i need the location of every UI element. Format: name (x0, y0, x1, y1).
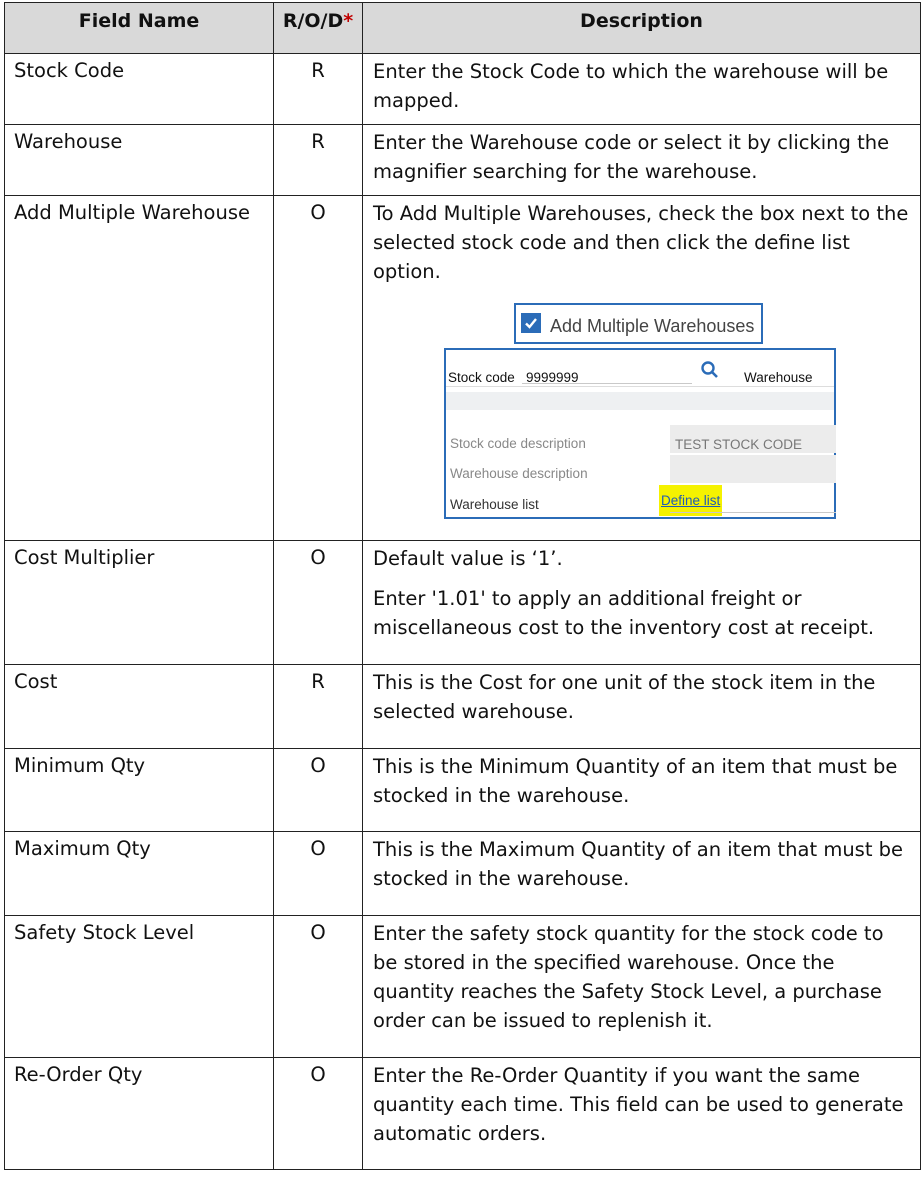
field-name: Add Multiple Warehouse (5, 196, 274, 541)
table-row (5, 125, 921, 196)
field-description (363, 665, 921, 749)
description-text: Enter '1.01' to apply an additional freight or miscellaneous cost to the inventory cost at receipt. (373, 587, 875, 639)
field-description (363, 916, 921, 1058)
header-rod (274, 3, 363, 54)
header-description: Description (363, 3, 921, 54)
define-list-link[interactable]: Define list (659, 485, 722, 516)
rod-value: O (274, 541, 363, 665)
table-row (5, 541, 921, 665)
table-row (5, 665, 921, 749)
field-name: Stock Code (5, 54, 274, 125)
description-text: Default value is ‘1’. (373, 547, 563, 570)
field-name: Cost Multiplier (5, 541, 274, 665)
table-row (5, 1058, 921, 1170)
field-description (363, 832, 921, 916)
warehouse-desc-label: Warehouse description (450, 466, 588, 481)
field-description (363, 749, 921, 832)
rod-value: O (274, 749, 363, 832)
rod-value: O (274, 1058, 363, 1170)
warehouse-list-label: Warehouse list (450, 497, 539, 512)
field-description (363, 1058, 921, 1170)
description-text: This is the Cost for one unit of the stock item in the selected warehouse. (373, 671, 876, 723)
stock-code-label: Stock code (448, 370, 515, 385)
checkbox-label: Add Multiple Warehouses (550, 316, 755, 336)
required-star: * (343, 10, 354, 32)
field-name: Warehouse (5, 125, 274, 196)
field-name: Maximum Qty (5, 832, 274, 916)
field-description (363, 541, 921, 665)
field-description (363, 54, 921, 125)
description-text: This is the Minimum Quantity of an item that must be stocked in the warehouse. (373, 755, 898, 807)
table-row (5, 196, 921, 541)
description-text: To Add Multiple Warehouses, check the box next to the selected stock code and then click the define list option. (373, 202, 909, 283)
rod-value: R (274, 665, 363, 749)
rod-value: O (274, 832, 363, 916)
description-text: Enter the Re-Order Quantity if you want the same quantity each time. This field can be used to generate automatic orders. (373, 1064, 904, 1145)
header-field-name: Field Name (5, 3, 274, 54)
field-name: Safety Stock Level (5, 916, 274, 1058)
stock-code-underline (522, 383, 692, 384)
embedded-screenshot (373, 290, 911, 528)
rod-value: O (274, 196, 363, 541)
table-row (5, 749, 921, 832)
table-row (5, 54, 921, 125)
stock-desc-label: Stock code description (450, 436, 586, 451)
field-name: Minimum Qty (5, 749, 274, 832)
rod-value: R (274, 125, 363, 196)
field-table (4, 2, 921, 1170)
warehouse-list-underline (670, 512, 836, 513)
checkbox-checked-icon (521, 313, 541, 333)
header-row (5, 3, 921, 54)
field-name: Re-Order Qty (5, 1058, 274, 1170)
description-text: Enter the safety stock quantity for the stock code to be stored in the specified warehouse. Once the quantity reaches the Safety Stock Level, a purchase order can be issued to replenish it. (373, 922, 884, 1032)
search-icon[interactable] (700, 360, 720, 390)
description-text: Enter the Warehouse code or select it by clicking the magnifier searching for the warehouse. (373, 131, 890, 183)
rod-value: O (274, 916, 363, 1058)
rod-value: R (274, 54, 363, 125)
description-text: Enter the Stock Code to which the warehouse will be mapped. (373, 60, 889, 112)
table-row (5, 916, 921, 1058)
table-row (5, 832, 921, 916)
stock-code-input[interactable]: 9999999 (526, 370, 579, 385)
add-multiple-warehouses-checkbox[interactable] (514, 303, 763, 344)
field-description (363, 125, 921, 196)
header-rod-label: R/O/D (282, 10, 344, 32)
form-divider (446, 392, 834, 410)
warehouse-desc-field (670, 455, 836, 483)
warehouse-label: Warehouse (744, 370, 813, 385)
field-name: Cost (5, 665, 274, 749)
description-text: This is the Maximum Quantity of an item that must be stocked in the warehouse. (373, 838, 904, 890)
stock-form (444, 348, 836, 519)
stock-desc-value: TEST STOCK CODE (675, 437, 803, 452)
field-description (363, 196, 921, 541)
